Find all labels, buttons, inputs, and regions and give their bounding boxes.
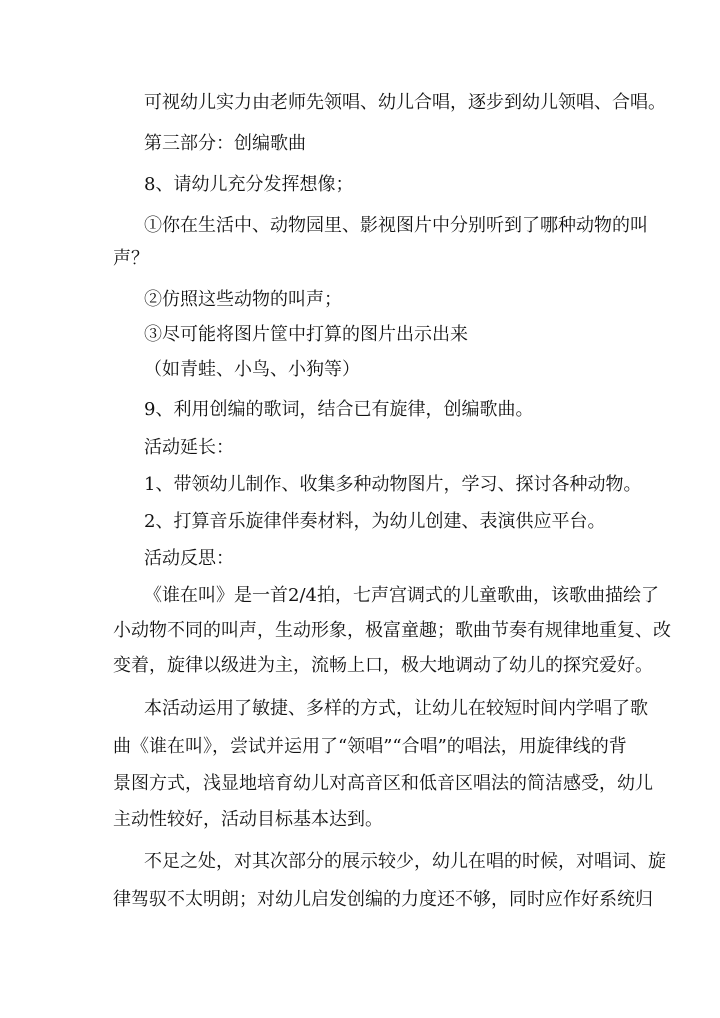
text-line: 变着，旋律以级进为主，流畅上口，极大地调动了幼儿的探究爱好。 xyxy=(113,655,653,676)
text-line: 景图方式，浅显地培育幼儿对高音区和低音区唱法的简洁感受，幼儿 xyxy=(113,773,653,794)
text-line: 1、带领幼儿制作、收集多种动物图片，学习、探讨各种动物。 xyxy=(144,474,642,495)
text-line: 本活动运用了敏捷、多样的方式，让幼儿在较短时间内学唱了歌 xyxy=(144,698,648,719)
text-line: 曲《谁在叫》，尝试并运用了“领唱”“合唱”的唱法，用旋律线的背 xyxy=(113,736,627,757)
text-line: 可视幼儿实力由老师先领唱、幼儿合唱，逐步到幼儿领唱、合唱。 xyxy=(144,92,666,113)
text-line: 《谁在叫》是一首2/4拍，七声宫调式的儿童歌曲，该歌曲描绘了 xyxy=(144,585,659,606)
text-line: 主动性较好，活动目标基本达到。 xyxy=(113,809,383,830)
section-heading: 活动反思： xyxy=(144,548,234,569)
text-line: 声？ xyxy=(113,248,149,269)
section-heading: 活动延长： xyxy=(144,437,234,458)
text-line: 9、利用创编的歌词，结合已有旋律，创编歌曲。 xyxy=(144,399,534,420)
text-line: （如青蛙、小鸟、小狗等） xyxy=(144,359,360,380)
text-line: ②仿照这些动物的叫声； xyxy=(144,289,342,310)
text-line: 2、打算音乐旋律伴奏材料，为幼儿创建、表演供应平台。 xyxy=(144,511,606,532)
text-line: ③尽可能将图片筐中打算的图片出示出来 xyxy=(144,324,468,345)
text-line: 小动物不同的叫声，生动形象，极富童趣；歌曲节奏有规律地重复、改 xyxy=(113,620,671,641)
text-line: 不足之处，对其次部分的展示较少，幼儿在唱的时候，对唱词、旋 xyxy=(144,851,666,872)
section-heading: 第三部分：创编歌曲 xyxy=(144,133,306,154)
text-line: 8、请幼儿充分发挥想像； xyxy=(144,174,354,195)
text-line: 律驾驭不太明朗；对幼儿启发创编的力度还不够，同时应作好系统归 xyxy=(113,889,653,910)
text-line: ①你在生活中、动物园里、影视图片中分别听到了哪种动物的叫 xyxy=(144,215,648,236)
